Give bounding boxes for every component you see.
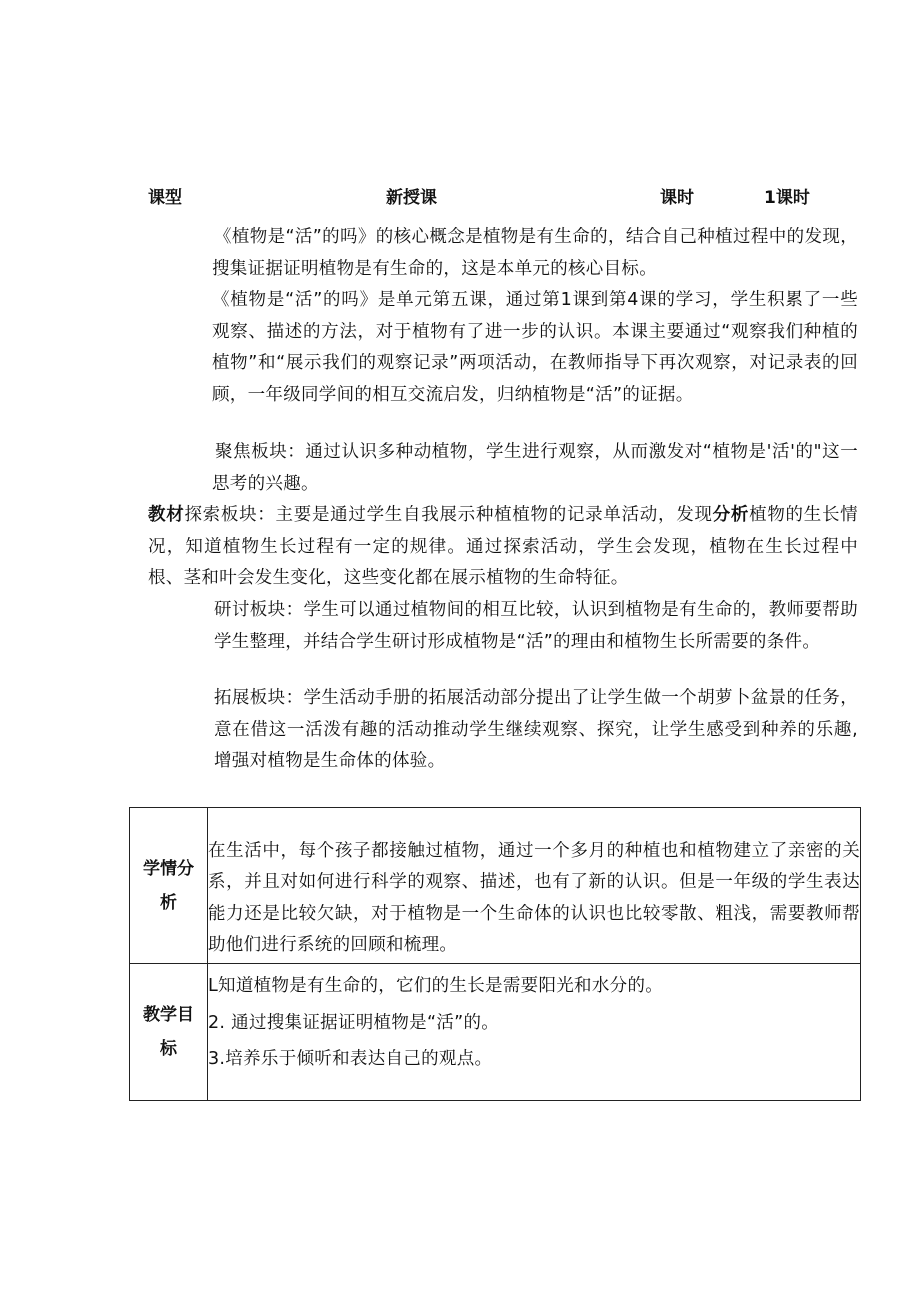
goals-list xyxy=(208,964,861,1101)
goals-label: 教学目 标 xyxy=(130,964,208,1101)
goal-item: 2. 通过搜集证据证明植物是“活”的。 xyxy=(208,1012,500,1033)
table-row xyxy=(130,808,861,964)
material-paragraph-overview: 《植物是“活”的吗》是单元第五课，通过第1课到第4课的学习，学生积累了一些观察、描述的方法，对于植物有了进一步的认识。本课主要通过“观察我们种植的植物”和“展示我们的观察记录”两项活动，在教师指导下再次观察，对记录表的回顾，一年级同学间的相互交流启发，归纳植物是“活”的证据。 xyxy=(212,290,858,405)
analysis-label: 学情分 析 xyxy=(130,808,208,964)
material-side-label: 教材 xyxy=(148,505,185,525)
lesson-type-value: 新授课 xyxy=(386,188,437,208)
material-paragraph-extend: 拓展板块：学生活动手册的拓展活动部分提出了让学生做一个胡萝卜盆景的任务，意在借这一活泼有趣的活动推动学生继续观察、探究，让学生感受到种养的乐趣,增强对植物是生命体的体验。 xyxy=(214,688,858,771)
goal-item: L知道植物是有生命的，它们的生长是需要阳光和水分的。 xyxy=(208,976,664,996)
lesson-hours-value: 1课时 xyxy=(764,188,810,208)
material-paragraph-discuss: 研讨板块：学生可以通过植物间的相互比较，认识到植物是有生命的，教师要帮助学生整理，并结合学生研讨形成植物是“活”的理由和植物生长所需要的条件。 xyxy=(214,600,858,652)
material-paragraph-explore: 教材探索板块：主要是通过学生自我展示种植植物的记录单活动，发现分析植物的生长情况，知道植物生长过程有一定的规律。通过探索活动，学生会发现，植物在生长过程中根、茎和叶会发生变化，这些变化都在展示植物的生命特征。 xyxy=(148,505,858,588)
material-paragraph-focus: 聚焦板块：通过认识多种动植物，学生进行观察，从而激发对“植物是'活'的"这一思考的兴趣。 xyxy=(212,442,858,494)
analysis-text: 在生活中，每个孩子都接触过植物，通过一个多月的种植也和植物建立了亲密的关系，并且对如何进行科学的观察、描述，也有了新的认识。但是一年级的学生表达能力还是比较欠缺，对于植物是一个生命体的认识也比较零散、粗浅，需要教师帮助他们进行系统的回顾和梳理。 xyxy=(208,808,861,964)
lesson-hours-label: 课时 xyxy=(660,188,694,208)
material-paragraph-core: 《植物是“活”的吗》的核心概念是植物是有生命的，结合自己种植过程中的发现，搜集证据证明植物是有生命的，这是本单元的核心目标。 xyxy=(212,227,858,279)
table-row xyxy=(130,964,861,1101)
lesson-type-label: 课型 xyxy=(148,188,182,208)
goal-item: 3.培养乐于倾听和表达自己的观点。 xyxy=(208,1049,493,1069)
lesson-info-table xyxy=(129,807,861,1101)
